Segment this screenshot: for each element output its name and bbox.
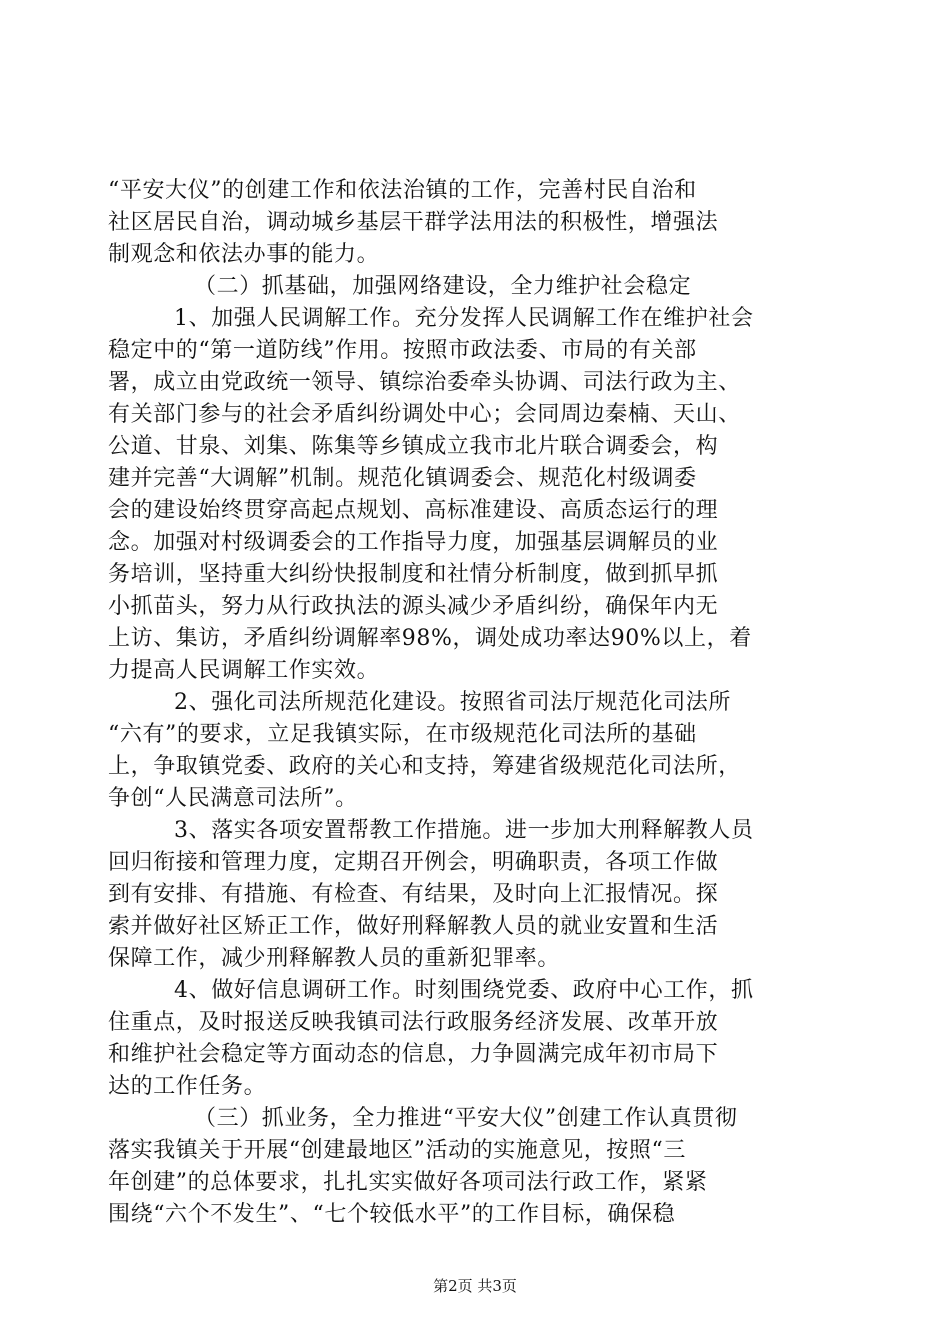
- paragraph-line: 1、加强人民调解工作。充分发挥人民调解工作在维护社会: [174, 306, 754, 331]
- paragraph-line: 4、做好信息调研工作。时刻围绕党委、政府中心工作，抓: [174, 978, 754, 1003]
- paragraph-line: 会的建设始终贯穿高起点规划、高标准建设、高质态运行的理: [108, 498, 719, 523]
- document-body: [108, 175, 833, 1231]
- paragraph-line: 住重点，及时报送反映我镇司法行政服务经济发展、改革开放: [108, 1010, 719, 1035]
- page-footer: 第2页 共3页: [433, 1277, 517, 1295]
- paragraph-line: 2、强化司法所规范化建设。按照省司法厅规范化司法所: [174, 690, 731, 715]
- paragraph-line: 保障工作，减少刑释解教人员的重新犯罪率。: [108, 946, 561, 971]
- section-heading-line: （三）抓业务，全力推进“平安大仪”创建工作认真贯彻: [194, 1106, 738, 1131]
- paragraph-line: 上访、集访，矛盾纠纷调解率98%，调处成功率达90%以上，着: [108, 626, 752, 651]
- section-heading-line: （二）抓基础，加强网络建设，全力维护社会稳定: [194, 274, 692, 299]
- paragraph-line: 有关部门参与的社会矛盾纠纷调处中心；会同周边秦楠、天山、: [108, 402, 741, 427]
- paragraph-line: 争创“人民满意司法所”。: [108, 786, 358, 811]
- paragraph-line: 务培训，坚持重大纠纷快报制度和社情分析制度，做到抓早抓: [108, 562, 719, 587]
- paragraph-line: 建并完善“大调解”机制。规范化镇调委会、规范化村级调委: [108, 466, 697, 491]
- paragraph-line: 上，争取镇党委、政府的关心和支持，筹建省级规范化司法所，: [108, 754, 741, 779]
- paragraph-line: 3、落实各项安置帮教工作措施。进一步加大刑释解教人员: [174, 818, 754, 843]
- paragraph-line: 公道、甘泉、刘集、陈集等乡镇成立我市北片联合调委会，构: [108, 434, 719, 459]
- paragraph-line: “六有”的要求，立足我镇实际，在市级规范化司法所的基础: [108, 722, 697, 747]
- paragraph-line: 围绕“六个不发生”、“七个较低水平”的工作目标，确保稳: [108, 1202, 676, 1227]
- paragraph-line: 年创建”的总体要求，扎扎实实做好各项司法行政工作，紧紧: [108, 1170, 708, 1195]
- paragraph-line: 力提高人民调解工作实效。: [108, 658, 380, 683]
- paragraph-line: 社区居民自治，调动城乡基层干群学法用法的积极性，增强法: [108, 210, 719, 235]
- paragraph-line: 索并做好社区矫正工作，做好刑释解教人员的就业安置和生活: [108, 914, 719, 939]
- paragraph-line: 回归衔接和管理力度，定期召开例会，明确职责，各项工作做: [108, 850, 719, 875]
- paragraph-line: 小抓苗头，努力从行政执法的源头减少矛盾纠纷，确保年内无: [108, 594, 719, 619]
- paragraph-line: 和维护社会稳定等方面动态的信息，力争圆满完成年初市局下: [108, 1042, 719, 1067]
- paragraph-line: “平安大仪”的创建工作和依法治镇的工作，完善村民自治和: [108, 178, 697, 203]
- paragraph-line: 达的工作任务。: [108, 1074, 267, 1099]
- paragraph-line: 署，成立由党政统一领导、镇综治委牵头协调、司法行政为主、: [108, 370, 741, 395]
- paragraph-line: 到有安排、有措施、有检查、有结果，及时向上汇报情况。探: [108, 882, 719, 907]
- paragraph-line: 念。加强对村级调委会的工作指导力度，加强基层调解员的业: [108, 530, 719, 555]
- paragraph-line: 落实我镇关于开展“创建最地区”活动的实施意见，按照“三: [108, 1138, 686, 1163]
- paragraph-line: 稳定中的“第一道防线”作用。按照市政法委、市局的有关部: [108, 338, 697, 363]
- paragraph-line: 制观念和依法办事的能力。: [108, 242, 380, 267]
